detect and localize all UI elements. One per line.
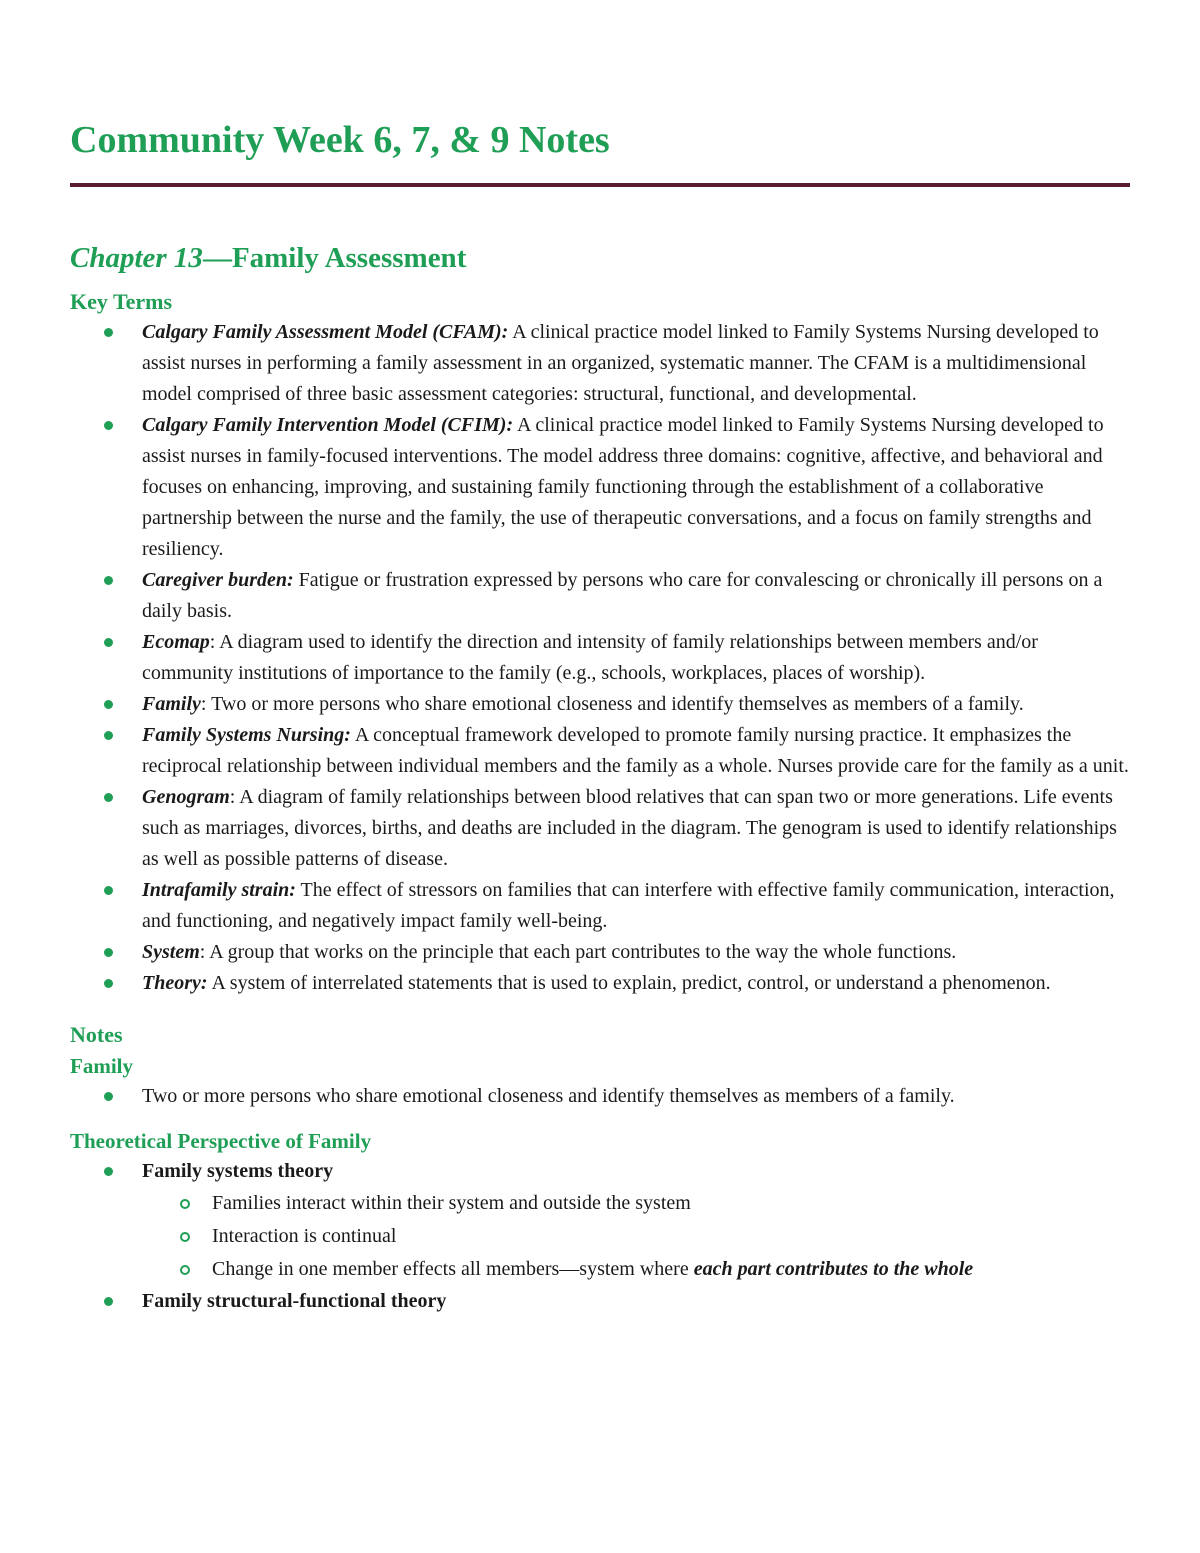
theoretical-perspective-subheading: Theoretical Perspective of Family xyxy=(70,1129,372,1153)
term-label: Intrafamily strain: xyxy=(142,879,296,901)
term-label: Family Systems Nursing: xyxy=(142,724,351,746)
bullet-icon xyxy=(104,886,113,895)
key-term-item xyxy=(70,689,1130,720)
key-term-item xyxy=(70,627,1130,689)
document-page xyxy=(70,110,1130,1317)
theory-sub-item xyxy=(142,1220,1130,1253)
theory-sub-item xyxy=(142,1253,1130,1286)
bullet-icon xyxy=(104,948,113,957)
bullet-icon xyxy=(104,731,113,740)
term-definition: Fatigue or frustration expressed by persons who care for convalescing or chronically ill persons on a daily basis. xyxy=(142,569,1103,622)
theory-label: Family systems theory xyxy=(142,1160,334,1182)
family-note-item xyxy=(70,1081,1130,1112)
key-term-item xyxy=(70,968,1130,999)
chapter-label: Chapter 13 xyxy=(70,242,203,274)
term-label: Family xyxy=(142,693,201,715)
term-label: Caregiver burden: xyxy=(142,569,294,591)
key-term-item xyxy=(70,782,1130,875)
bullet-icon xyxy=(104,328,113,337)
document-title: Community Week 6, 7, & 9 Notes xyxy=(70,119,610,161)
theory-sub-list xyxy=(142,1187,1130,1286)
bullet-icon xyxy=(104,1297,113,1306)
bullet-icon xyxy=(104,979,113,988)
family-notes-list xyxy=(70,1081,1130,1112)
circle-bullet-icon xyxy=(180,1232,190,1242)
theory-label: Family structural-functional theory xyxy=(142,1290,447,1312)
theory-sub-text: Families interact within their system and outside the system xyxy=(212,1192,691,1214)
bullet-icon xyxy=(104,1092,113,1101)
bullet-icon xyxy=(104,700,113,709)
term-label: Genogram xyxy=(142,786,230,808)
circle-bullet-icon xyxy=(180,1199,190,1209)
chapter-topic: Family Assessment xyxy=(231,242,467,274)
term-label: Theory: xyxy=(142,972,208,994)
term-definition: : A group that works on the principle that each part contributes to the way the whole functions. xyxy=(199,941,957,963)
bullet-icon xyxy=(104,1167,113,1176)
key-term-item xyxy=(70,937,1130,968)
chapter-heading xyxy=(70,238,1130,278)
theory-sub-emphasis: each part contributes to the whole xyxy=(693,1258,974,1280)
bullet-icon xyxy=(104,793,113,802)
term-definition: : Two or more persons who share emotional closeness and identify themselves as members of a family. xyxy=(200,693,1024,715)
family-note-text: Two or more persons who share emotional closeness and identify themselves as members of a family. xyxy=(142,1085,955,1107)
term-label: Ecomap xyxy=(142,631,210,653)
family-subheading: Family xyxy=(70,1054,133,1078)
theory-sub-text: Change in one member effects all members—system where xyxy=(212,1258,694,1280)
key-terms-list xyxy=(70,317,1130,999)
term-definition: : A diagram of family relationships between blood relatives that can span two or more generations. Life events such as marriages, divorces, births, and deaths are included in the diagram. The genogram is used to identify relationships as well as possible patterns of disease. xyxy=(142,786,1117,870)
key-term-item xyxy=(70,565,1130,627)
bullet-icon xyxy=(104,576,113,585)
theory-sub-text: Interaction is continual xyxy=(212,1225,397,1247)
term-definition: A conceptual framework developed to promote family nursing practice. It emphasizes the reciprocal relationship between individual members and the family as a whole. Nurses provide care for the family as a unit. xyxy=(142,724,1129,777)
key-term-item xyxy=(70,317,1130,410)
key-terms-heading: Key Terms xyxy=(70,289,173,314)
term-definition: The effect of stressors on families that can interfere with effective family communication, interaction, and functioning, and negatively impact family well-being. xyxy=(142,879,1115,932)
term-definition: A system of interrelated statements that is used to explain, predict, control, or understand a phenomenon. xyxy=(207,972,1051,994)
theory-item xyxy=(70,1286,1130,1317)
key-term-item xyxy=(70,410,1130,565)
theory-sub-item xyxy=(142,1187,1130,1220)
theory-item xyxy=(70,1156,1130,1286)
term-label: Calgary Family Intervention Model (CFIM): xyxy=(142,414,514,436)
notes-heading: Notes xyxy=(70,1022,123,1047)
bullet-icon xyxy=(104,638,113,647)
circle-bullet-icon xyxy=(180,1265,190,1275)
term-definition: A clinical practice model linked to Family Systems Nursing developed to assist nurses in performing a family assessment in an organized, systematic manner. The CFAM is a multidimensional model comprised of three basic assessment categories: structural, functional, and developmental. xyxy=(142,321,1099,405)
term-label: Calgary Family Assessment Model (CFAM): xyxy=(142,321,509,343)
theory-list xyxy=(70,1156,1130,1317)
key-term-item xyxy=(70,875,1130,937)
term-label: System xyxy=(142,941,200,963)
chapter-separator: — xyxy=(202,242,232,274)
term-definition: : A diagram used to identify the direction and intensity of family relationships between members and/or community institutions of importance to the family (e.g., schools, workplaces, places of worship). xyxy=(142,631,1038,684)
title-divider xyxy=(70,183,1130,187)
key-term-item xyxy=(70,720,1130,782)
bullet-icon xyxy=(104,421,113,430)
term-definition: A clinical practice model linked to Family Systems Nursing developed to assist nurses in family-focused interventions. The model address three domains: cognitive, affective, and behavioral and focuses on enhancing, improving, and sustaining family functioning through the establishment of a collaborative partnership between the nurse and the family, the use of therapeutic conversations, and a focus on family strengths and resiliency. xyxy=(142,414,1104,560)
